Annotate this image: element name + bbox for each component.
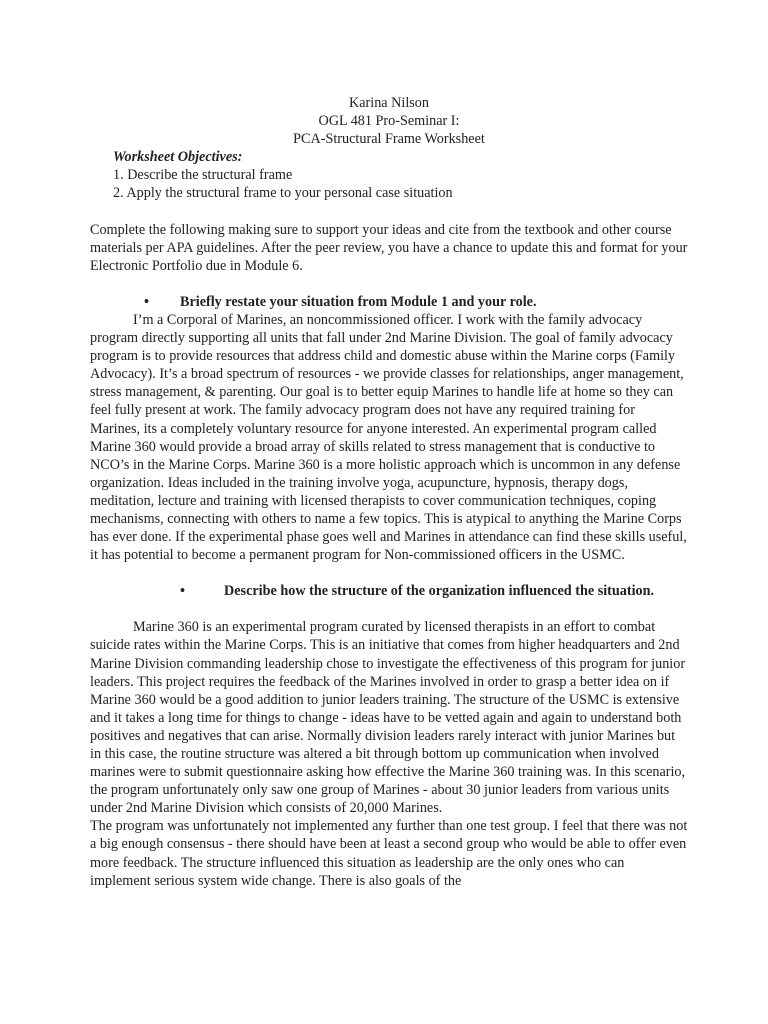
author-name: Karina Nilson: [349, 95, 429, 111]
section2-heading-text: Describe how the structure of the organization influenced the situation.: [224, 583, 655, 600]
objectives-heading: Worksheet Objectives:: [113, 149, 243, 166]
section1-heading: [90, 293, 688, 311]
objective-item-1: 1. Describe the structural frame: [113, 167, 293, 184]
section2-body-paragraph-1: Marine 360 is an experimental program curated by licensed therapists in an effort to combat suicide rates within the Marine Corps. This is an initiative that comes from higher headquarters and 2nd Marine Division commanding leadership chose to investigate the effectiveness of this program for junior leaders. This project requires the feedback of the Marines involved in order to grasp a better idea on if Marine 360 would be a good addition to junior leaders training. The structure of the USMC is extensive and it takes a long time for things to change - ideas have to be vetted again and again to understand both positives and negatives that can arise. Normally division leaders rarely interact with junior Marines but in this case, the routine structure was altered a bit through bottom up communication when involved marines were to submit questionnaire asking how effective the Marine 360 training was. In this scenario, the program unfortunately only saw one group of Marines - about 30 junior leaders from various units under 2nd Marine Division which consists of 20,000 Marines.: [90, 619, 686, 817]
bullet-marker: •: [144, 293, 149, 310]
section1-body: I’m a Corporal of Marines, an noncommissioned officer. I work with the family advocacy program directly supporting all units that fall under 2nd Marine Division. The goal of family advocacy program is to provide resources that address child and domestic abuse within the Marine corps (Family Advocacy). It’s a broad spectrum of resources - we provide classes for relationships, anger management, stress management, & parenting. Our goal is to better equip Marines to handle life at home so they can feel fully present at work. The family advocacy program does not have any required training for Marines, its a completely voluntary resource for anyone interested. An experimental program called Marine 360 would provide a broad array of skills related to stress management that is conductive to NCO’s in the Marine Corps. Marine 360 is a more holistic approach which is uncommon in any defense organization. Ideas included in the training involve yoga, acupuncture, hypnosis, therapy dogs, meditation, lecture and training with licensed therapists to cover communication techniques, coping mechanisms, connecting with others to name a few topics. This is atypical to anything the Marine Corps has ever done. If the experimental phase goes well and Marines in attendance can find these skills useful, it has potential to become a permanent program for Non-commissioned officers in the USMC.: [90, 311, 687, 564]
section1-heading-text: Briefly restate your situation from Module 1 and your role.: [180, 293, 537, 310]
section2-body-paragraph-2: The program was unfortunately not implemented any further than one test group. I feel that there was not a big enough consensus - there should have been at least a second group who would be able to offer even more feedback. The structure influenced this situation as leadership are the only ones who can implement serious system wide change. There is also goals of the: [90, 818, 688, 889]
course-name: OGL 481 Pro-Seminar I:: [318, 113, 460, 130]
bullet-marker: •: [180, 583, 185, 600]
document-page: [90, 94, 688, 890]
document-header: [90, 94, 688, 148]
objective-item-2: 2. Apply the structural frame to your personal case situation: [113, 185, 453, 202]
worksheet-objectives: [113, 148, 688, 202]
section2-heading: [90, 582, 688, 600]
document-title: PCA-Structural Frame Worksheet: [293, 131, 485, 148]
instructions-paragraph: Complete the following making sure to support your ideas and cite from the textbook and other course materials per APA guidelines. After the peer review, you have a chance to update this and format for your Electronic Portfolio due in Module 6.: [90, 221, 688, 274]
